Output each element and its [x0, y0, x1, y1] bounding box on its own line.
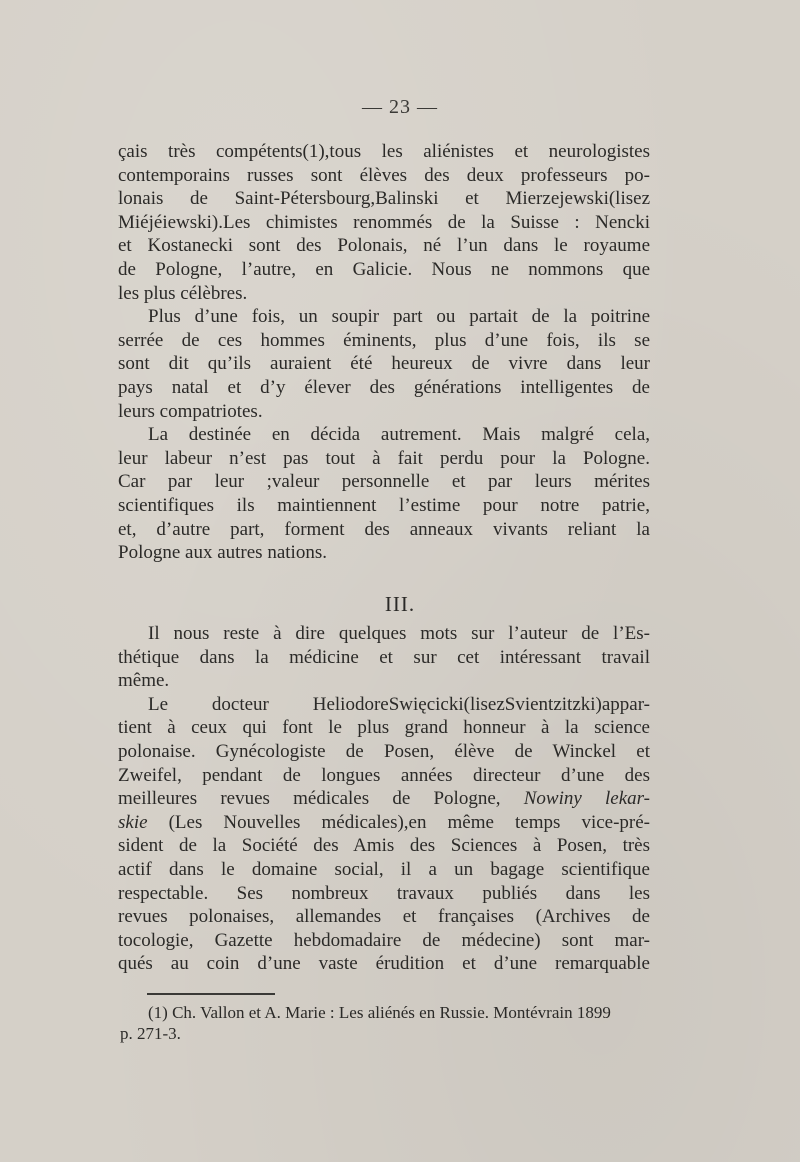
text-line: même.: [118, 670, 170, 692]
text-line: La destinée en décida autrement. Mais malgré cela,: [148, 424, 650, 446]
text-line: respectable. Ses nombreux travaux publiés dans les: [118, 882, 650, 904]
text-line: lonais de Saint-Pétersbourg,Balinski et Mierzejewski(lisez: [118, 188, 650, 210]
text-line: Il nous reste à dire quelques mots sur l’auteur de l’Es-: [148, 623, 650, 644]
text-line: revues polonaises, allemandes et françaises (Archives de: [118, 906, 650, 928]
text-line: sident de la Société des Amis des Sciences à Posen, très: [118, 835, 650, 857]
text-line: skie (Les Nouvelles médicales),en même temps vice-pré-: [118, 811, 650, 833]
text-line: çais très compétents(1),tous les aliénistes et neurologistes: [118, 141, 650, 162]
footnote-line: (1) Ch. Vallon et A. Marie : Les aliénés en Russie. Montévrain 1899: [148, 1003, 611, 1022]
text-line: thétique dans la médicine et sur cet intéressant travail: [118, 646, 650, 668]
text-line: tient à ceux qui font le plus grand honneur à la science: [118, 717, 650, 739]
text-line: tocologie, Gazette hebdomadaire de médecine) sont mar-: [118, 929, 650, 951]
text-line: scientifiques ils maintiennent l’estime pour notre patrie,: [118, 494, 650, 516]
text-line: pays natal et d’y élever des générations intelligentes de: [118, 376, 650, 398]
text-line: leur labeur n’est pas tout à fait perdu pour la Pologne.: [118, 447, 650, 469]
text-line: de Pologne, l’autre, en Galicie. Nous ne nommons que: [118, 258, 650, 280]
text-line: Car par leur ;valeur personnelle et par leurs mérites: [118, 471, 650, 493]
text-line: meilleures revues médicales de Pologne, Nowiny lekar-: [118, 788, 650, 810]
text-line: leurs compatriotes.: [118, 400, 263, 422]
text-line: qués au coin d’une vaste érudition et d’une remarquable: [118, 953, 650, 975]
paragraph-block-2: [118, 622, 650, 976]
text-line: sont dit qu’ils auraient été heureux de vivre dans leur: [118, 353, 650, 375]
text-line: Pologne aux autres nations.: [118, 542, 327, 564]
text-line: serrée de ces hommes éminents, plus d’une fois, ils se: [118, 329, 650, 351]
footnote-line: p. 271-3.: [120, 1024, 181, 1043]
section-heading: III.: [384, 592, 416, 616]
text-line: polonaise. Gynécologiste de Posen, élève de Winckel et: [118, 740, 650, 762]
text-line: Miéjéiewski).Les chimistes renommés de la Suisse : Nencki: [118, 211, 650, 233]
text-line: Zweifel, pendant de longues années directeur d’une des: [118, 764, 650, 786]
text-line: les plus célèbres.: [118, 282, 248, 304]
text-line: et Kostanecki sont des Polonais, né l’un dans le royaume: [118, 235, 650, 257]
footnote: [120, 1002, 650, 1044]
paragraph-block-1: [118, 140, 650, 565]
footnote-divider: [147, 993, 275, 995]
text-line: Plus d’une fois, un soupir part ou partait de la poitrine: [148, 306, 650, 328]
text-line: Le docteur HeliodoreSwięcicki(lisezSvientzitzki)appar-: [148, 693, 650, 715]
text-line: contemporains russes sont élèves des deux professeurs po-: [118, 164, 650, 186]
text-line: actif dans le domaine social, il a un bagage scientifique: [118, 858, 650, 880]
text-line: et, d’autre part, forment des anneaux vivants reliant la: [118, 518, 650, 540]
page-number: — 23 —: [362, 96, 438, 118]
